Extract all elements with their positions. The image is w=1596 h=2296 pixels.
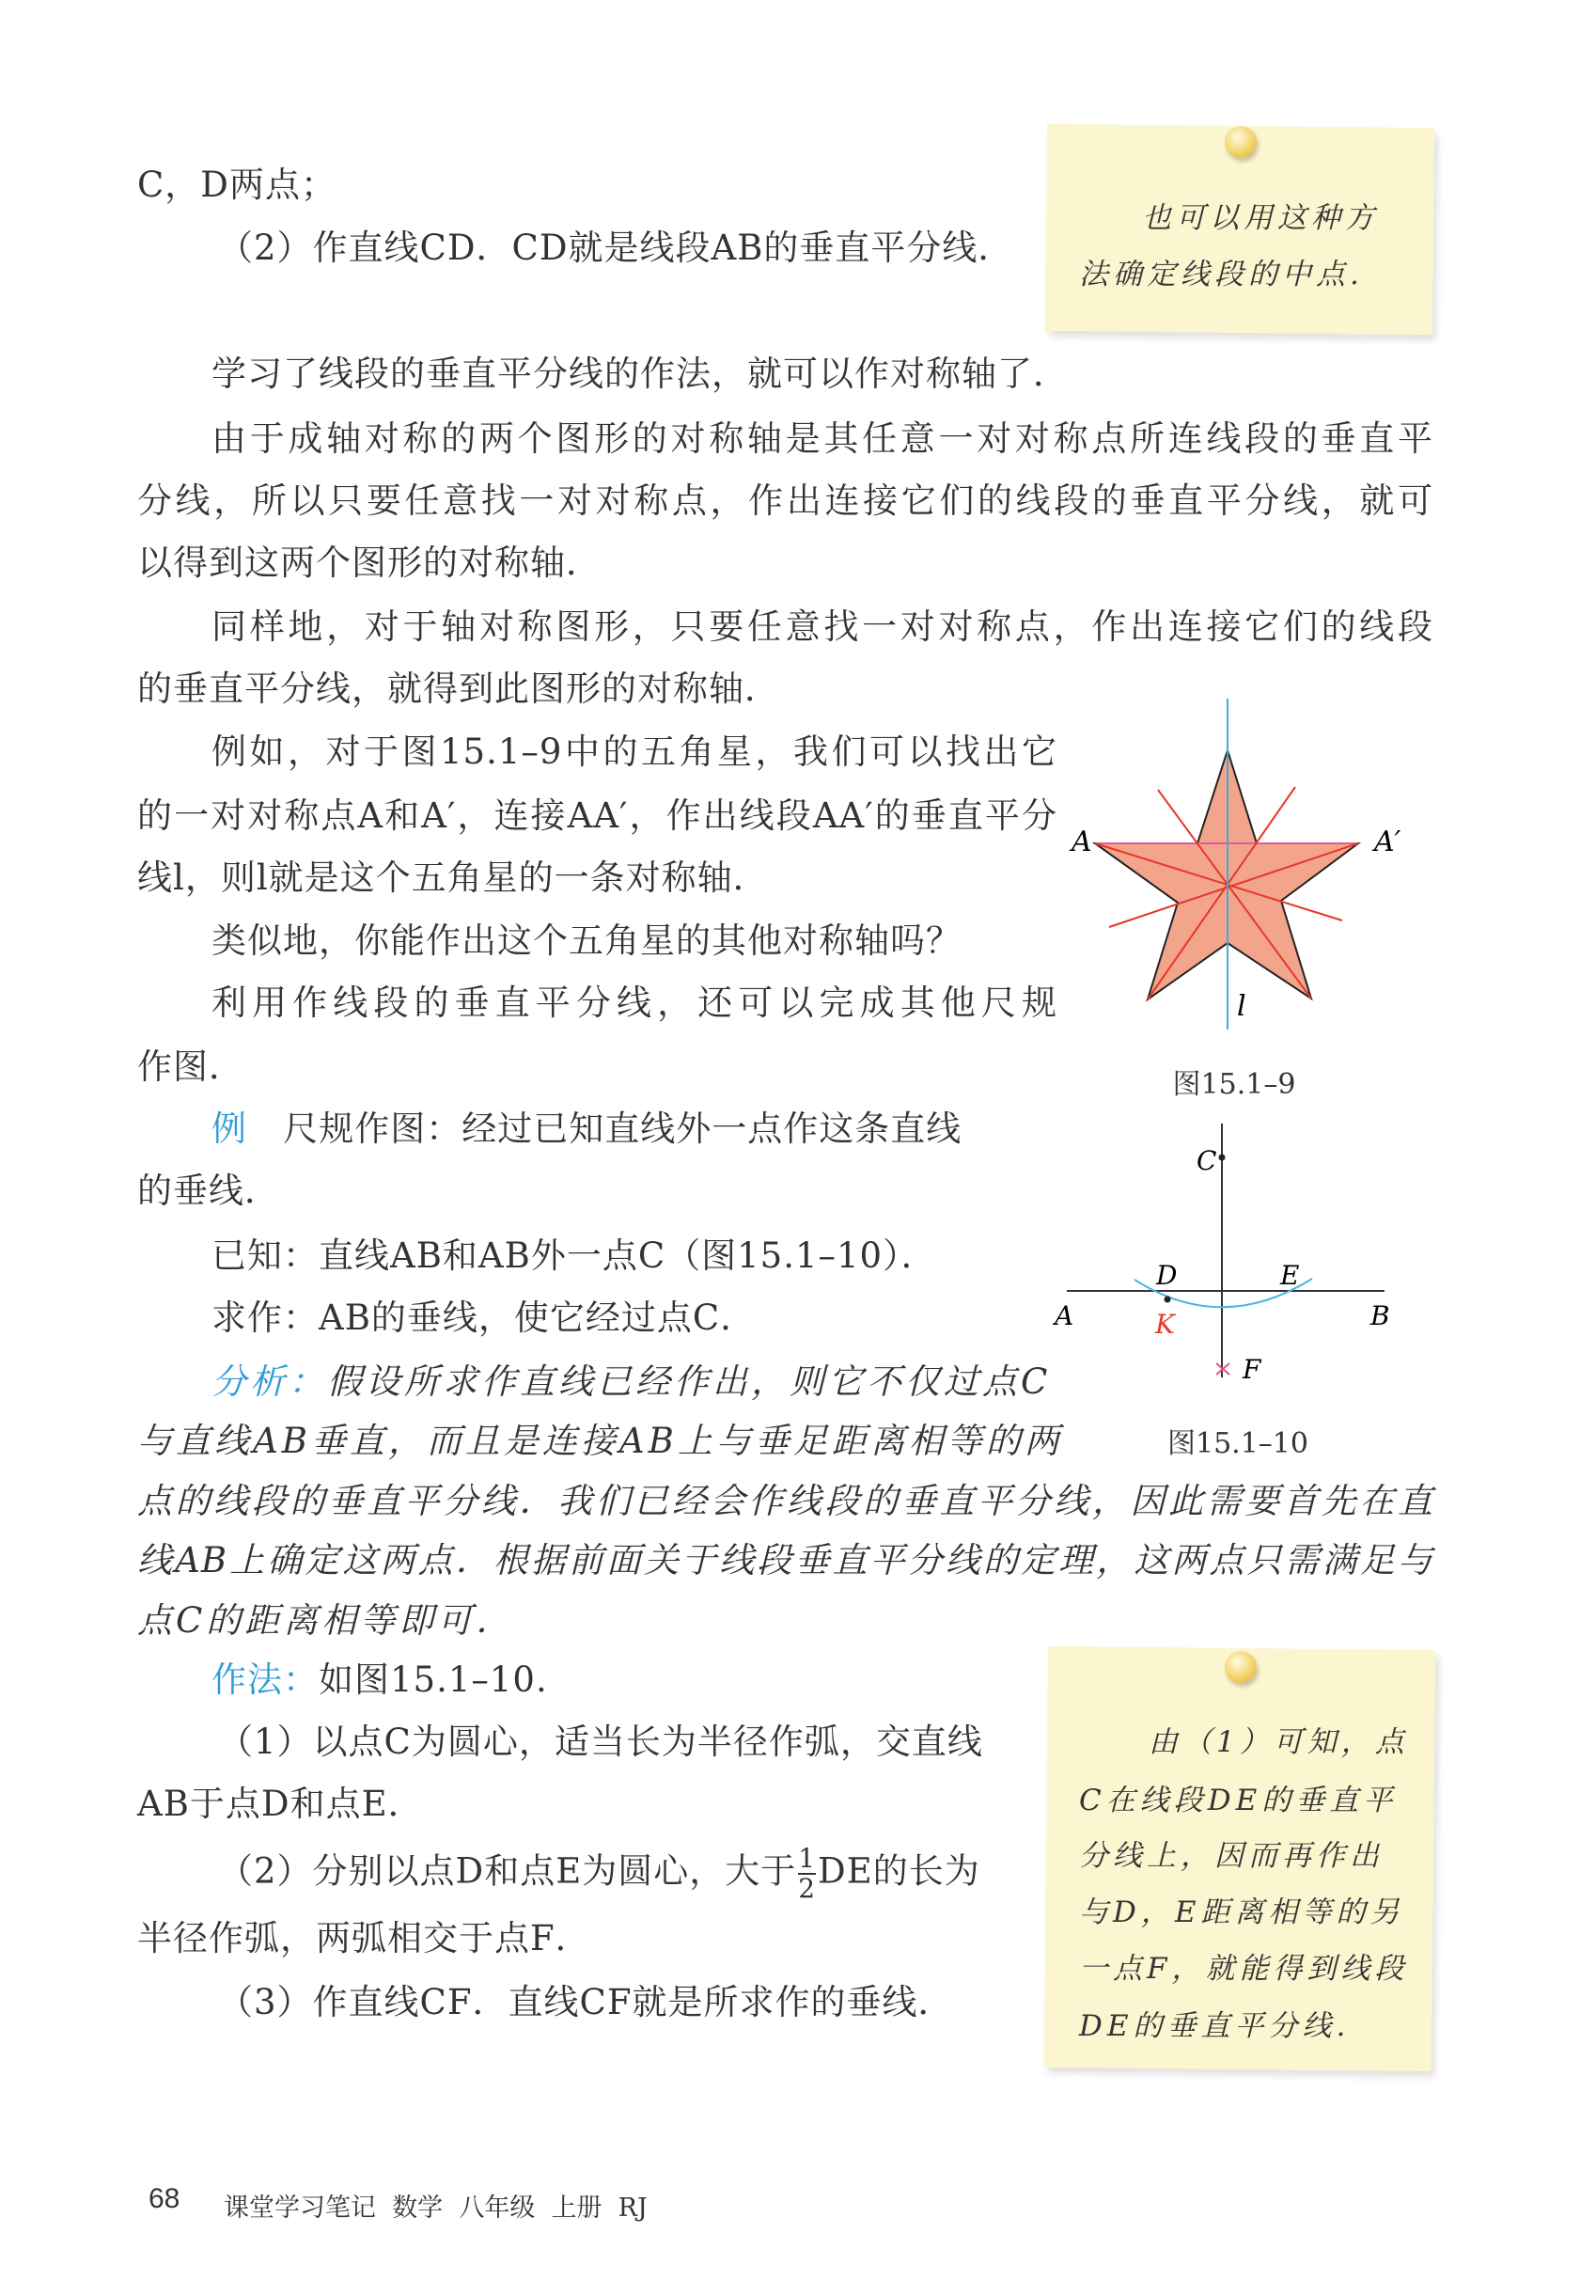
text-line: 利用作线段的垂直平分线，还可以完成其他尺规 (211, 983, 1057, 1023)
book-title: 课堂学习笔记 数学 八年级 上册 RJ (224, 2194, 648, 2223)
label-K: K (1155, 1309, 1175, 1340)
text-line: 与直线AB垂直，而且是连接AB上与垂足距离相等的两 (137, 1421, 1063, 1461)
label-E: E (1280, 1260, 1300, 1291)
text-line: 求作：AB的垂线，使它经过点C． (211, 1297, 757, 1338)
note-text: DE的垂直平分线. (1079, 2009, 1351, 2043)
method-tag: 作法： (211, 1659, 319, 1700)
text-line: 线AB上确定这两点．根据前面关于线段垂直平分线的定理，这两点只需满足与 (137, 1540, 1433, 1580)
text-line: （2）作直线CD．CD就是线段AB的垂直平分线． (218, 228, 1014, 268)
analysis-tag: 分析： (211, 1361, 327, 1402)
text-line: 半径作弧，两弧相交于点F． (137, 1918, 591, 1958)
label-D: D (1156, 1260, 1178, 1291)
label-B: B (1370, 1300, 1390, 1331)
text-line: 的一对对称点A和A′，连接AA′，作出线段AA′的垂直平分 (137, 795, 1057, 836)
text-line: 的垂线． (137, 1171, 280, 1211)
text-line: 已知：直线AB和AB外一点C（图15.1–10）． (211, 1235, 937, 1276)
text-line: 同样地，对于轴对称图形，只要任意找一对对称点，作出连接它们的线段 (211, 606, 1433, 647)
text-line: 以得到这两个图形的对称轴． (137, 543, 602, 583)
numerator: 1 (798, 1843, 817, 1874)
text: （2）分别以点D和点E为圆心，大于 (218, 1850, 797, 1892)
text-line: 由于成轴对称的两个图形的对称轴是其任意一对对称点所连线段的垂直平 (211, 418, 1433, 459)
figure-caption: 图15.1–9 (1172, 1068, 1296, 1101)
text-line: 分线，所以只要任意找一对对称点，作出连接它们的线段的垂直平分线，就可 (137, 480, 1433, 521)
figure-15-1-10 (1052, 1124, 1390, 1385)
text-line: 例如，对于图15.1–9中的五角星，我们可以找出它 (211, 731, 1057, 772)
label-l: l (1237, 990, 1246, 1023)
text-line: 点C的距离相等即可． (137, 1600, 515, 1641)
text-line: 点的线段的垂直平分线．我们已经会作线段的垂直平分线，因此需要首先在直 (137, 1481, 1433, 1521)
label-A-prime: A′ (1374, 826, 1401, 858)
text-line: 线l，则l就是这个五角星的一条对称轴． (137, 857, 769, 898)
note-text: 法确定线段的中点. (1079, 258, 1364, 291)
note-text: 与D，E距离相等的另 (1079, 1895, 1404, 1929)
label-A: A (1072, 826, 1092, 858)
label-F: F (1243, 1354, 1261, 1385)
note-text: 分线上，因而再作出 (1079, 1839, 1384, 1873)
text: DE的长为 (818, 1850, 980, 1892)
text: 假设所求作直线已经作出，则它不仅过点C (327, 1361, 1052, 1402)
text-line: 作图． (137, 1046, 244, 1087)
example-tag: 例 (211, 1109, 247, 1149)
text-line: 学习了线段的垂直平分线的作法，就可以作对称轴了． (211, 354, 1069, 394)
figure-15-1-9-star (1069, 699, 1401, 1030)
text: 尺规作图：经过已知直线外一点作这条直线 (283, 1109, 962, 1149)
text-line: C，D两点； (137, 165, 336, 205)
text-line: （3）作直线CF．直线CF就是所求作的垂线． (218, 1982, 954, 2022)
denominator: 2 (798, 1873, 817, 1904)
label-A: A (1055, 1300, 1074, 1331)
point-C (1219, 1155, 1226, 1161)
text-line: 类似地，你能作出这个五角星的其他对称轴吗？ (211, 920, 962, 961)
figure-caption: 图15.1–10 (1167, 1427, 1308, 1460)
note-text: C在线段DE的垂直平 (1079, 1784, 1398, 1817)
note-text: 也可以用这种方 (1142, 201, 1379, 235)
page-number: 68 (149, 2183, 180, 2214)
note-text: 一点F，就能得到线段 (1079, 1952, 1409, 1986)
text-line: AB于点D和点E． (137, 1784, 424, 1824)
text-line: 的垂直平分线，就得到此图形的对称轴． (137, 668, 780, 709)
point-K (1165, 1297, 1171, 1303)
label-C: C (1197, 1145, 1217, 1176)
note-text: 由（1）可知，点 (1149, 1725, 1409, 1759)
text-line: （1）以点C为圆心，适当长为半径作弧，交直线 (218, 1722, 983, 1762)
text: 如图15.1–10. (319, 1659, 548, 1700)
